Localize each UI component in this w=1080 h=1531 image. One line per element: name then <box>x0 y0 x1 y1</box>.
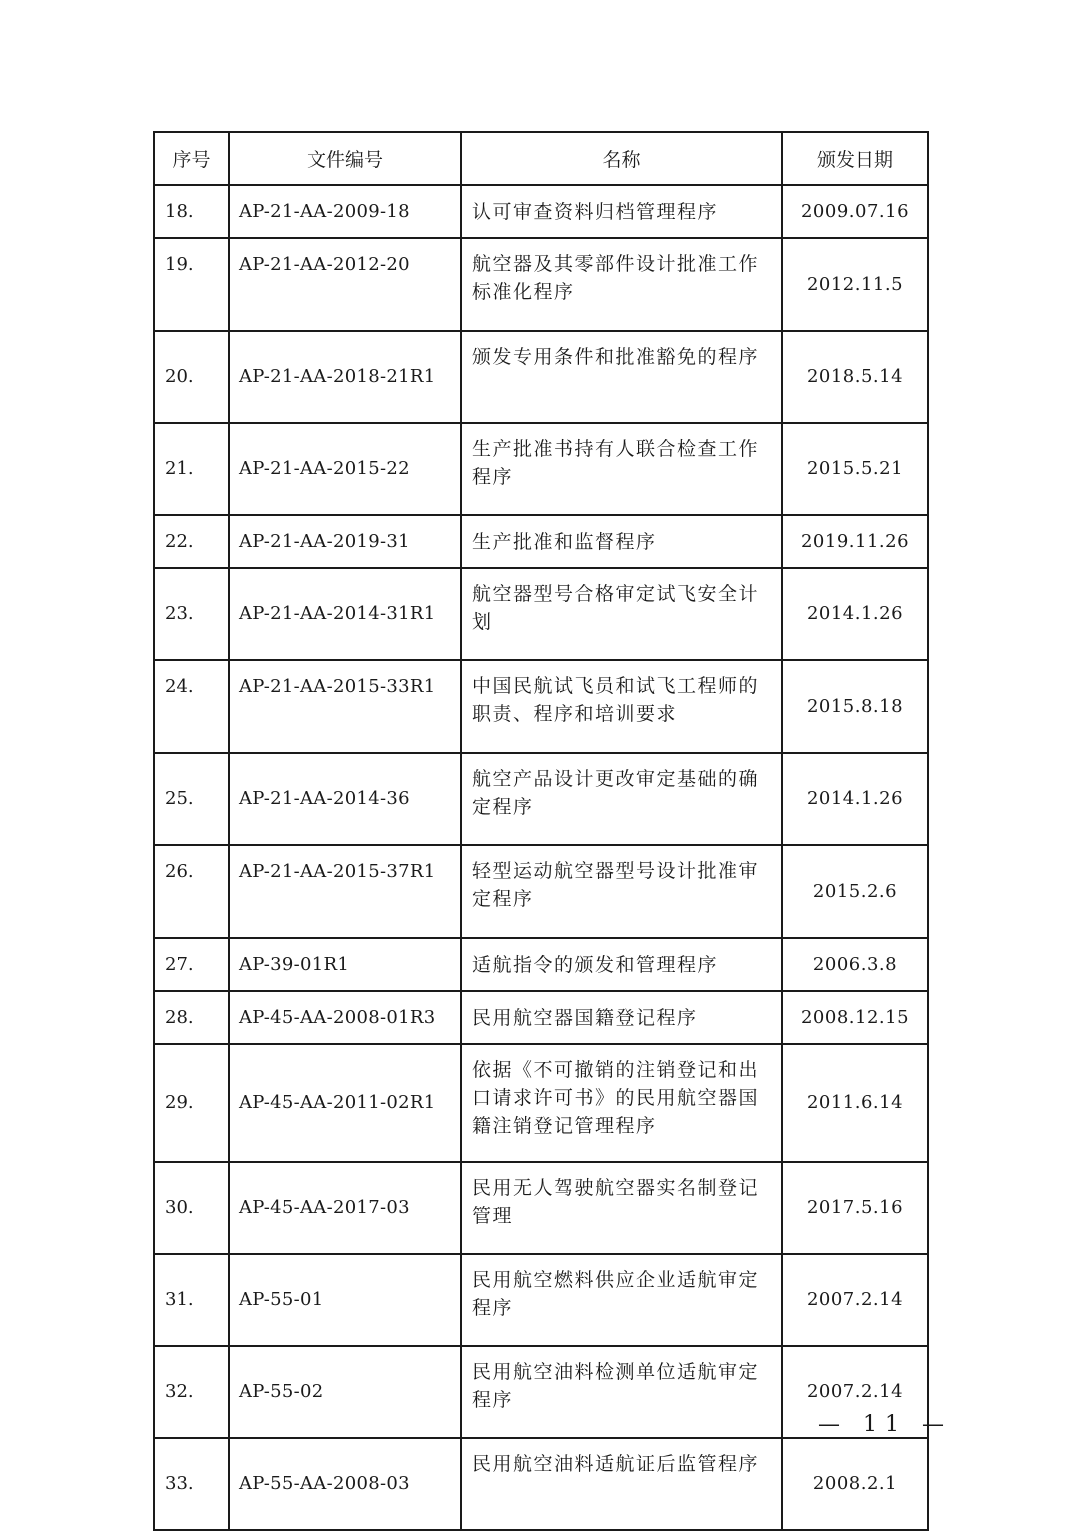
row-issue-date: 2006.3.8 <box>782 938 928 991</box>
row-serial: 26. <box>154 845 229 938</box>
table-row <box>154 238 928 331</box>
row-serial: 24. <box>154 660 229 753</box>
row-issue-date: 2008.2.1 <box>782 1438 928 1530</box>
table-row <box>154 938 928 991</box>
row-name: 航空器及其零部件设计批准工作标准化程序 <box>461 238 782 331</box>
header-doc-code: 文件编号 <box>229 132 461 185</box>
row-doc-code: AP-55-02 <box>229 1346 461 1438</box>
row-doc-code: AP-21-AA-2009-18 <box>229 185 461 238</box>
row-issue-date: 2014.1.26 <box>782 753 928 845</box>
row-serial: 22. <box>154 515 229 568</box>
table-row <box>154 423 928 515</box>
table-row <box>154 568 928 660</box>
table-row <box>154 515 928 568</box>
row-doc-code: AP-45-AA-2011-02R1 <box>229 1044 461 1162</box>
table-row <box>154 185 928 238</box>
row-issue-date: 2017.5.16 <box>782 1162 928 1254</box>
row-serial: 33. <box>154 1438 229 1530</box>
page-number: — 11 — <box>818 1412 952 1437</box>
row-name: 民用航空器国籍登记程序 <box>461 991 782 1044</box>
header-serial: 序号 <box>154 132 229 185</box>
header-row <box>154 132 928 185</box>
row-serial: 19. <box>154 238 229 331</box>
table-row <box>154 753 928 845</box>
row-issue-date: 2018.5.14 <box>782 331 928 423</box>
row-doc-code: AP-21-AA-2015-22 <box>229 423 461 515</box>
row-issue-date: 2011.6.14 <box>782 1044 928 1162</box>
table-row <box>154 331 928 423</box>
table-row <box>154 660 928 753</box>
row-serial: 29. <box>154 1044 229 1162</box>
row-issue-date: 2007.2.14 <box>782 1346 928 1438</box>
table-row <box>154 845 928 938</box>
row-name: 航空器型号合格审定试飞安全计划 <box>461 568 782 660</box>
row-serial: 31. <box>154 1254 229 1346</box>
table-body <box>154 185 928 1530</box>
table-row <box>154 1438 928 1530</box>
row-issue-date: 2008.12.15 <box>782 991 928 1044</box>
row-serial: 23. <box>154 568 229 660</box>
header-name: 名称 <box>461 132 782 185</box>
row-name: 生产批准和监督程序 <box>461 515 782 568</box>
row-serial: 30. <box>154 1162 229 1254</box>
row-doc-code: AP-21-AA-2018-21R1 <box>229 331 461 423</box>
row-name: 航空产品设计更改审定基础的确定程序 <box>461 753 782 845</box>
row-serial: 21. <box>154 423 229 515</box>
row-doc-code: AP-21-AA-2019-31 <box>229 515 461 568</box>
row-issue-date: 2019.11.26 <box>782 515 928 568</box>
row-serial: 32. <box>154 1346 229 1438</box>
row-name: 民用航空油料检测单位适航审定程序 <box>461 1346 782 1438</box>
row-name: 适航指令的颁发和管理程序 <box>461 938 782 991</box>
row-doc-code: AP-55-AA-2008-03 <box>229 1438 461 1530</box>
table-row <box>154 1162 928 1254</box>
row-name: 中国民航试飞员和试飞工程师的职责、程序和培训要求 <box>461 660 782 753</box>
row-doc-code: AP-21-AA-2015-33R1 <box>229 660 461 753</box>
table-row <box>154 1254 928 1346</box>
row-doc-code: AP-55-01 <box>229 1254 461 1346</box>
row-name: 民用航空油料适航证后监管程序 <box>461 1438 782 1530</box>
row-name: 民用航空燃料供应企业适航审定程序 <box>461 1254 782 1346</box>
row-serial: 28. <box>154 991 229 1044</box>
row-issue-date: 2009.07.16 <box>782 185 928 238</box>
regulation-table <box>153 131 929 1531</box>
row-serial: 27. <box>154 938 229 991</box>
table-row <box>154 1346 928 1438</box>
row-serial: 18. <box>154 185 229 238</box>
row-name: 依据《不可撤销的注销登记和出口请求许可书》的民用航空器国籍注销登记管理程序 <box>461 1044 782 1162</box>
row-name: 生产批准书持有人联合检查工作程序 <box>461 423 782 515</box>
row-doc-code: AP-45-AA-2017-03 <box>229 1162 461 1254</box>
row-doc-code: AP-21-AA-2014-31R1 <box>229 568 461 660</box>
row-issue-date: 2007.2.14 <box>782 1254 928 1346</box>
row-doc-code: AP-21-AA-2014-36 <box>229 753 461 845</box>
row-name: 轻型运动航空器型号设计批准审定程序 <box>461 845 782 938</box>
row-doc-code: AP-21-AA-2015-37R1 <box>229 845 461 938</box>
row-doc-code: AP-45-AA-2008-01R3 <box>229 991 461 1044</box>
row-name: 认可审查资料归档管理程序 <box>461 185 782 238</box>
row-issue-date: 2015.5.21 <box>782 423 928 515</box>
row-doc-code: AP-39-01R1 <box>229 938 461 991</box>
row-doc-code: AP-21-AA-2012-20 <box>229 238 461 331</box>
row-serial: 25. <box>154 753 229 845</box>
header-issue-date: 颁发日期 <box>782 132 928 185</box>
row-issue-date: 2015.8.18 <box>782 660 928 753</box>
row-issue-date: 2012.11.5 <box>782 238 928 331</box>
row-name: 民用无人驾驶航空器实名制登记管理 <box>461 1162 782 1254</box>
row-issue-date: 2015.2.6 <box>782 845 928 938</box>
row-issue-date: 2014.1.26 <box>782 568 928 660</box>
table-row <box>154 991 928 1044</box>
table-row <box>154 1044 928 1162</box>
row-serial: 20. <box>154 331 229 423</box>
row-name: 颁发专用条件和批准豁免的程序 <box>461 331 782 423</box>
